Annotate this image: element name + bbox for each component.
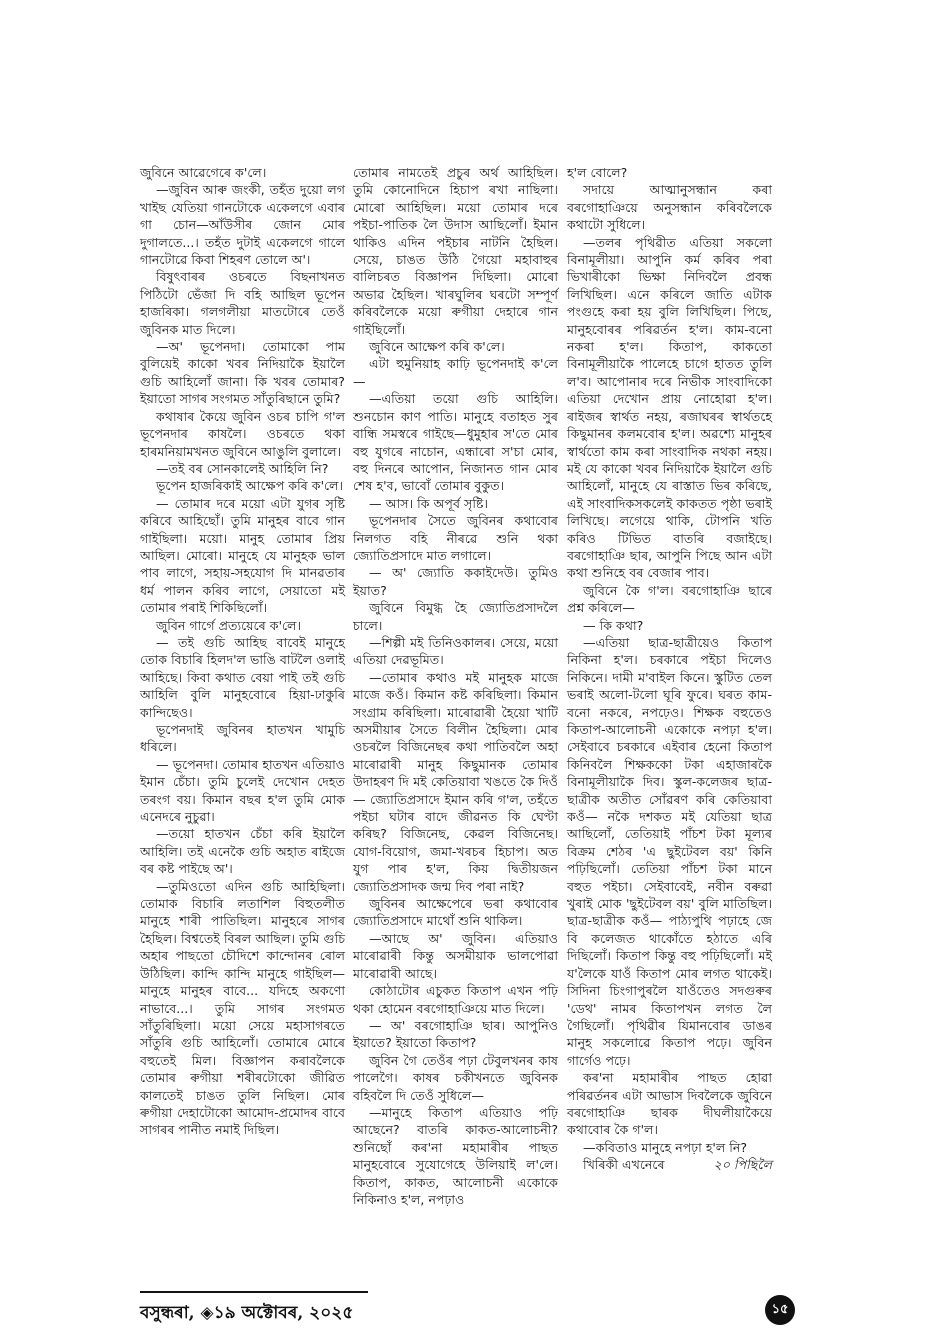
- paragraph: ভূপেনদাৰ সৈতে জুবিনৰ কথাবোৰ নিলগত বহি নীৰৱে শুনি থকা জ্যোতিপ্ৰসাদে মাত লগালে।: [353, 513, 558, 563]
- paragraph: —তোমাৰ কথাও মই মানুহক মাজে মাজে কওঁ। কিমান কষ্ট কৰিছিলা। কিমান সংগ্ৰাম কৰিছিলা। মাৰোৱাৰী হৈয়ো খাটি অসমীয়াৰ সৈতে বিলীন হৈছিলা। মোৰ ওচৰলৈ বিজিনেছৰ কথা পাতিবলৈ অহা মাৰোৱাৰী মানুহ কিছুমানক তোমাৰ উদাহৰণ দি মই কেতিয়াবা খঙতে কৈ দিওঁ— জ্যোতিপ্ৰসাদে ইমান কৰি গ'ল, তহঁতে পইচা ঘটাৰ বাদে জীৱনত কি ঘেণ্টা কৰিছ? বিজিনেছ, কেৱল বিজিনেছ। যোগ-বিয়োগ, জমা-খৰচৰ হিচাপ। অত যুগ পাৰ হ'ল, কিয় দ্বিতীয়জন জ্যোতিপ্ৰসাদক জন্ম দিব পৰা নাই?: [353, 669, 558, 894]
- paragraph: জুবিন গাৰ্গে প্ৰত্যয়েৰে ক'লে।: [156, 617, 302, 633]
- paragraph: জুবিনৰ আক্ষেপেৰে ভৰা কথাবোৰ জ্যোতিপ্ৰসাদে মাথোঁ শুনি থাকিল।: [353, 896, 558, 929]
- paragraph: —কবিতাও মানুহে নপঢ়া হ'ল নি?: [583, 1139, 748, 1155]
- paragraph: —অ' ভূপেনদা। তোমাকো পাম বুলিয়েই কাকো খবৰ নিদিয়াকৈ ইয়ালৈ গুচি আহিলোঁ জানা। কি খবৰ তোমাৰ? ইয়াতো সাগৰ সংগমত সাঁতুৰিছানে তুমি?: [140, 339, 345, 407]
- paragraph: — তই গুচি আহিছ বাবেই মানুহে তোক বিচাৰি হিলদ'ল ভাঙি বাটলৈ ওলাই আহিছে। কিবা কথাত বেয়া পাই তই গুচি আহিলি বুলি মানুহবোৰে হিয়া-ঢাকুৰি কান্দিছেও।: [140, 634, 345, 720]
- paragraph: — অ' জ্যোতি ককাইদেউ। তুমিও ইয়াত?: [353, 565, 558, 598]
- paragraph: —তয়ো হাতখন চেঁচা কৰি ইয়ালৈ আহিলি। তই এনেকৈ গুচি অহাত ৰাইজে বৰ কষ্ট পাইছে অ'।: [140, 826, 345, 877]
- paragraph: —মানুহে কিতাপ এতিয়াও পঢ়ি আছেনে? বাতৰি কাকত-আলোচনী? শুনিছোঁ কৰ'না মহামাৰীৰ পাছত মানুহবোৰে সুযোগেহে উলিয়াই ল'লে। কিতাপ, কাকত, আলোচনী একোকে নিকিনাও হ'ল, নপঢ়াও: [353, 1104, 558, 1207]
- paragraph: —জুবিন আৰু জংকী, তহঁত দুয়ো লগ খাইছ যেতিয়া গানটোকে একেলগে এবাৰ গা চোন—আঁউসীৰ জোন মোৰ দুগালতে...। তহঁত দুটাই একেলগে গালে গানটোৱে কিবা শিহৰণ তোলে অ'।: [140, 182, 345, 268]
- paragraph: —তলৰ পৃথিৱীত এতিয়া সকলো বিনামূলীয়া। আপুনি কৰ্ম কৰিব পৰা ভিখাৰীকো ভিক্ষা নিদিবলৈ প্ৰবন্ধ লিখিছিল। এনে কৰিলে জাতি এটাক পংগুহে কৰা হয় বুলি লিখিছিল। পিছে, মানুহবোৰৰ পৰিৱৰ্তন হ'ল। কাম-বনো নকৰা হ'ল। কিতাপ, কাকতো বিনামূলীয়াকৈ পালেহে চাগে হাতত তুলি ল'ব। আপোনাৰ দৰে নিভীক সাংবাদিকো এতিয়া দেখোন প্ৰায় নোহোৱা হ'ল। ৰাইজৰ স্বাৰ্থত নহয়, ৰজাঘৰৰ স্বাৰ্থতহে কিছুমানৰ কলমবোৰ হ'ল। অৱশ্যে মানুহৰ স্বাৰ্থতো কাম কৰা সাংবাদিক নথকা নহয়। মই যে কাকো খবৰ নিদিয়াকৈ ইয়ালৈ গুচি আহিলোঁ, মানুহে যে ৰাস্তাত ভিৰ কৰিছে, এই সাংবাদিকসকলেই কাকতত পৃষ্ঠা ভৰাই লিখিছে। লগেয়ে থাকি, টোপনি খতি কৰিও টিভিত বাতৰি বজাইছে। বৰগোহাঞি ছাৰ, আপুনি পিছে আন এটা কথা শুনিহে বৰ বেজাৰ পাব।: [567, 234, 772, 581]
- paragraph: —এতিয়া তয়ো গুচি আহিলি। শুনচোন কাণ পাতি। মানুহে বতাহত সুৰ বান্ধি সমস্বৰে গাইছে—ধুমুহাৰ স'তে মোৰ বহু যুগৰে নাচোন, এন্ধাৰো স'চা মোৰ, বহু দিনৰে আপোন, নিজানত গান মোৰ শেষ হ'ব, ভাবোঁ তোমাৰ বুকুত।: [353, 391, 558, 494]
- paragraph: — অ' বৰগোহাঞি ছাৰ। আপুনিও ইয়াতে? ইয়াতো কিতাপ?: [353, 1017, 558, 1051]
- paragraph: বিষুৎবাৰৰ ওচৰতে বিছনাখনত পিঠিটো ভেঁজা দি বহি আছিল ভূপেন হাজৰিকা। গলগলীয়া মাতটোৰে তেওঁ জুবিনক মাত দিলে।: [140, 269, 345, 337]
- paragraph: —আছে অ' জুবিন। এতিয়াও মাৰোৱাৰী কিন্তু অসমীয়াক ভালপোৱা মাৰোৱাৰী আছে।: [353, 930, 558, 981]
- paragraph: জুবিনে কৈ গ'ল। বৰগোহাঞি ছাৰে প্ৰশ্ন কৰিলে—: [567, 582, 772, 616]
- footer-rule: [140, 1291, 368, 1293]
- paragraph: — ভূপেনদা। তোমাৰ হাতখন এতিয়াও ইমান চেঁচা। তুমি চুলেই দেখোন দেহত তৰংগ বয়। কিমান বছৰ হ'ল তুমি মোক এনেদৰে নুচুৱা।: [140, 756, 345, 825]
- paragraph: তোমাৰ নামতেই প্ৰচুৰ অৰ্থ আহিছিল। তুমি কোনোদিনে হিচাপ ৰখা নাছিলা। মোৰো আহিছিল। ময়ো তোমাৰ দৰে পইচা-পাতিক লৈ উদাস আছিলোঁ। ইমান থাকিও এদিন পইচাৰ নাটনি হৈছিল। সেয়ে, চাঙত উঠি গৈয়ো মহাবাহুৰ বালিচৰত বিজ্ঞাপন দিছিলা। মোৰো অভাৱ হৈছিল। খাৰঘুলিৰ ঘৰটো সম্পূৰ্ণ কৰিবলৈকে ময়ো ৰুগীয়া দেহাৰে গান গাইছিলোঁ।: [353, 165, 558, 337]
- paragraph: ভূপেনদাই জুবিনৰ হাতখন খামুচি ধৰিলে।: [140, 722, 345, 755]
- paragraph: কথাষাৰ কৈয়ে জুবিন ওচৰ চাপি গ'ল ভূপেনদাৰ কাষলৈ। ওচৰতে থকা হাৰমনিয়ামখনত জুবিনে আঙুলি বুলালে।: [140, 408, 345, 459]
- continued-on-note: ২০ পিছিলৈ: [713, 1157, 772, 1173]
- paragraph: —তুমিওতো এদিন গুচি আহিছিলা। তোমাক বিচাৰি লতাশিল বিহুতলীত মানুহে শাৰী পাতিছিল। মানুহৰে সাগৰ হৈছিল। বিশ্বতেই বিৰল আছিল। তুমি গুচি অহাৰ পাছতো চৌদিশে কান্দোনৰ ৰোল উঠিছিল। কান্দি কান্দি মানুহে গাইছিল— মানুহে মানুহৰ বাবে... যদিহে অকণো নাভাবে...। তুমি সাগৰ সংগমত সাঁতুৰিছিলা। ময়ো সেয়ে মহাসাগৰতে সাঁতুৰি গুচি আহিলোঁ। তোমাৰে মোৰে বহুতেই মিল। বিজ্ঞাপন কৰাবলৈকে তোমাৰ ৰুগীয়া শৰীৰটোকো জীৱিত কালতেই চাঙত তুলি নিছিল। মোৰ ৰুগীয়া দেহাটোকো আমোদ-প্ৰমোদৰ বাবে সাগৰৰ পানীত নমাই দিছিল।: [140, 878, 345, 1138]
- page-number: ১৫: [765, 1295, 795, 1325]
- paragraph: জুবিন গৈ তেওঁৰ পঢ়া টেবুলখনৰ কাষ পালেগৈ। কাষৰ চকীখনতে জুবিনক বহিবলৈ দি তেওঁ সুধিলে—: [353, 1052, 558, 1103]
- paragraph: — কি কথা?: [583, 617, 644, 633]
- paragraph: হ'ল বোলে?: [567, 165, 628, 180]
- paragraph: — তোমাৰ দৰে ময়ো এটা যুগৰ সৃষ্টি কৰিবে আহিছোঁ। তুমি মানুহৰ বাবে গান গাইছিলা। ময়ো। মানুহ তোমাৰ প্ৰিয় আছিল। মোৰো। মানুহে যে মানুহক ভাল পাব লাগে, সহায়-সহযোগ দি মানৱতাৰ ধৰ্ম পালন কৰিব লাগে, সেয়াতো মই তোমাৰ পৰাই শিকিছিলোঁ।: [140, 495, 345, 616]
- paragraph: জুবিনে আক্ষেপ কৰি ক'লে।: [369, 339, 505, 355]
- paragraph: কোঠাটোৰ এচুকত কিতাপ এখন পঢ়ি থকা হোমেন বৰগোহাঞিয়ে মাত দিলে।: [353, 983, 558, 1016]
- paragraph: —তই বৰ সোনকালেই আহিলি নি?: [156, 460, 329, 476]
- paragraph: — আস। কি অপূৰ্ব সৃষ্টি।: [369, 495, 488, 511]
- footer-title: [140, 1300, 353, 1328]
- issue-date: ◈১৯ অক্টোবৰ, ২০২৫: [200, 1303, 354, 1323]
- paragraph: সদায়ে আত্মানুসন্ধান কৰা বৰগোহাঞিয়ে অনুসন্ধান কৰিবলৈকে কথাটো সুধিলে।: [567, 182, 772, 233]
- paragraph: ভূপেন হাজৰিকাই আক্ষেপ কৰি ক'লে।: [156, 478, 344, 494]
- text-column-1: [140, 164, 345, 1139]
- paragraph: —এতিয়া ছাত্ৰ-ছাত্ৰীয়েও কিতাপ নিকিনা হ'ল। চৰকাৰে পইচা দিলেও নিকিনে। দামী ম'বাইল কিনে। স্কুটিত তেল ভৰাই অলো-টলো ঘূৰি ফুৰে। ঘৰত কাম-বনো নকৰে, নপঢ়েও। শিক্ষক বহুতেও কিতাপ-আলোচনী একোকে নপঢ়া হ'ল। সেইবাবে চৰকাৰে এইবাৰ হেনো কিতাপ কিনিবলৈ শিক্ষককো টকা এহাজাৰকৈ বিনামূলীয়াকৈ দিব। স্কুল-কলেজৰ ছাত্ৰ-ছাত্ৰীক অতীত সোঁৱৰণ কৰি কেতিয়াবা কওঁ— নকৈ দশকত মই যেতিয়া ছাত্ৰ আছিলোঁ, তেতিয়াই পাঁচশ টকা মূল্যৰ বিক্ৰম শেঠৰ 'এ ছুইটেবল বয়' কিনি পঢ়িছিলোঁ। তেতিয়া পাঁচশ টকা মানে বহুত পইচা। সেইবাবেই, নবীন বৰুৱা খুৰাই মোক 'ছুইটেবল বয়' বুলি মাতিছিল। ছাত্ৰ-ছাত্ৰীক কওঁ— পাঠ্যপুথি পঢ়াহে জে বি কলেজত থাকোঁতে হঠাতে এৰি দিছিলোঁ। কিতাপ কিন্তু বহু পঢ়িছিলোঁ। মই য'লৈকে যাওঁ কিতাপ মোৰ লগত থাকেই। সিদিনা চিংগাপুৰলৈ যাওঁতেও সদগুৰুৰ 'ডেথ' নামৰ কিতাপখন লগত লৈ গৈছিলোঁ। পৃথিৱীৰ যিমানবোৰ ডাঙৰ মানুহ সকলোৱে কিতাপ পঢ়ে। জুবিন গাৰ্গেও পঢ়ে।: [567, 634, 772, 1068]
- paragraph: জুবিনে আৱেগেৰে ক'লে।: [140, 165, 267, 180]
- paragraph: এটা হুমুনিয়াহ কাঢ়ি ভূপেনদাই ক'লে—: [353, 356, 558, 389]
- text-column-2: [353, 164, 558, 1208]
- paragraph-text: খিৰিকী এখনেৰে: [583, 1157, 665, 1173]
- paragraph: —শিল্পী মই তিনিওকালৰ। সেয়ে, ময়ো এতিয়া দেৱভূমিত।: [353, 634, 558, 668]
- paragraph: কৰ'না মহামাৰীৰ পাছত হোৱা পৰিৱৰ্তনৰ এটা আভাস দিবলৈকে জুবিনে বৰগোহাঞি ছাৰক দীঘলীয়াকৈয়ে কথাবোৰ কৈ গ'ল।: [567, 1070, 772, 1138]
- paragraph: জুবিনে বিমুগ্ধ হৈ জ্যোতিপ্ৰসাদলৈ চালে।: [353, 600, 558, 633]
- magazine-name: বসুন্ধৰা,: [140, 1303, 195, 1323]
- paragraph: [567, 1156, 772, 1173]
- text-column-3: [567, 164, 772, 1174]
